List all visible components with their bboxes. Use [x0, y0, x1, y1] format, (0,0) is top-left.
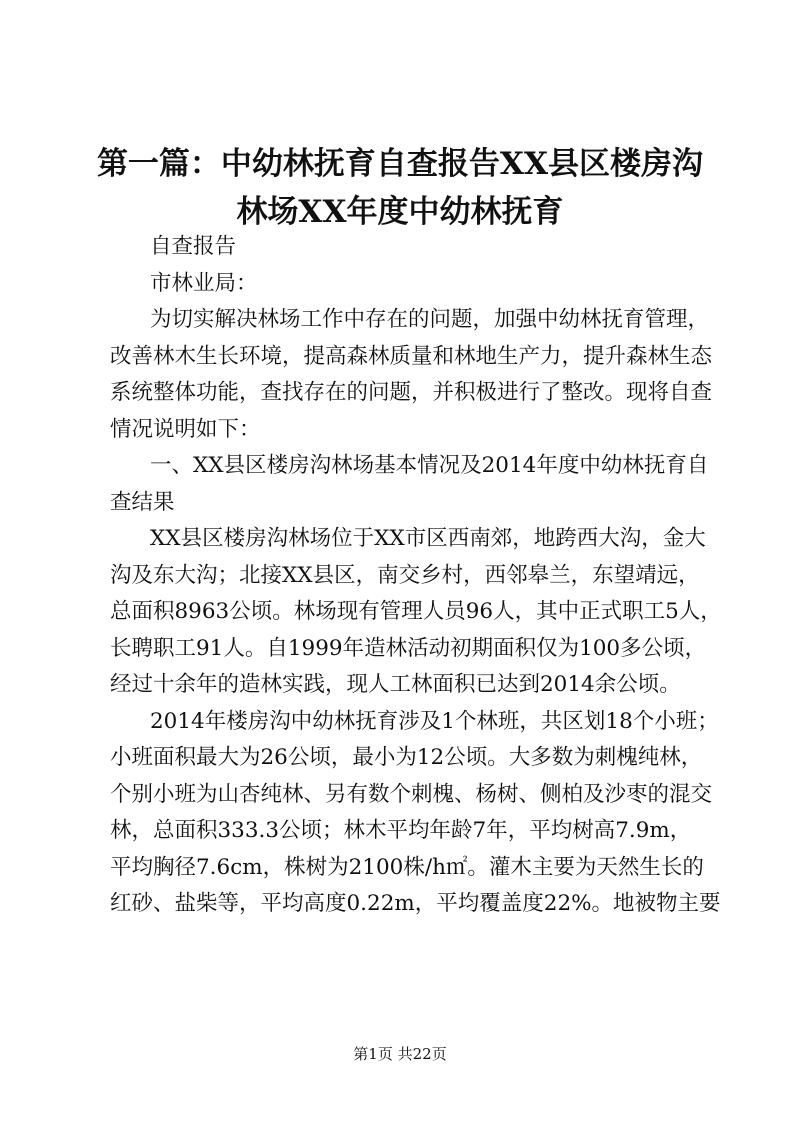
body-line: 平均胸径7.6cm，株树为2100株/h㎡。灌木主要为天然生长的: [110, 854, 704, 880]
body-line: 情况说明如下：: [110, 416, 261, 442]
body-line: XX县区楼房沟林场位于XX市区西南郊，地跨西大沟，金大: [150, 526, 706, 551]
body-line: 总面积8963公顷。林场现有管理人员96人，其中正式职工5人，: [110, 599, 722, 624]
body-line: 系统整体功能，查找存在的问题，并积极进行了整改。现将自查: [110, 380, 713, 405]
body-line: 个别小班为山杏纯林、另有数个刺槐、杨树、侧柏及沙枣的混交: [110, 781, 713, 807]
body-line: 红砂、盐柴等，平均高度0.22m，平均覆盖度22%。地被物主要: [110, 891, 721, 916]
body-line: 自查报告: [150, 234, 237, 259]
title-line-2: 林场XX年度中幼林抚育: [236, 194, 564, 230]
body-line: 长聘职工91人。自1999年造林活动初期面积仅为100多公顷，: [110, 635, 707, 661]
body-line: 查结果: [110, 489, 175, 515]
body-line: 经过十余年的造林实践，现人工林面积已达到2014余公顷。: [110, 672, 681, 697]
title-line-1: 第一篇：中幼林抚育自查报告XX县区楼房沟: [96, 146, 704, 182]
body-line: 2014年楼房沟中幼林抚育涉及1个林班，共区划18个小班；: [150, 708, 719, 734]
document-title: [80, 140, 720, 236]
body-line: 林，总面积333.3公顷；林木平均年龄7年，平均树高7.9m，: [110, 818, 692, 843]
body-line: 为切实解决林场工作中存在的问题，加强中幼林抚育管理，: [150, 307, 710, 332]
body-line: 市林业局：: [150, 270, 258, 296]
page-footer: 第1页 共22页: [353, 1045, 447, 1063]
body-line: 一、XX县区楼房沟林场基本情况及2014年度中幼林抚育自: [150, 453, 709, 478]
body-line: 改善林木生长环境，提高森林质量和林地生产力，提升森林生态: [110, 343, 713, 369]
document-body: [110, 229, 722, 923]
body-line: 沟及东大沟；北接XX县区，南交乡村，西邻皋兰，东望靖远，: [110, 562, 700, 588]
body-line: 小班面积最大为26公顷，最小为12公顷。大多数为刺槐纯林，: [110, 745, 703, 770]
